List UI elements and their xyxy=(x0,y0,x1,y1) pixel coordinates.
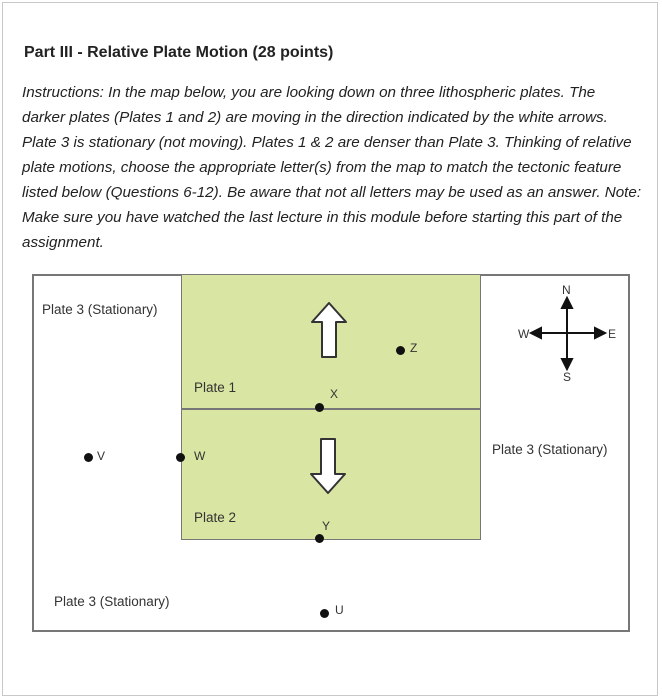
plate-2-label: Plate 2 xyxy=(194,510,237,525)
compass-north-label: N xyxy=(562,283,571,297)
point-u-label: U xyxy=(335,603,344,617)
point-w-label: W xyxy=(194,449,206,463)
north-motion-arrow-icon xyxy=(312,303,346,357)
compass-east-label: E xyxy=(608,327,617,341)
point-y-label: Y xyxy=(322,519,331,533)
point-x-marker xyxy=(315,403,324,412)
point-u-marker xyxy=(320,609,329,618)
point-w-marker xyxy=(176,453,185,462)
section-heading: Part III - Relative Plate Motion (28 points) xyxy=(24,44,334,61)
south-motion-arrow-icon xyxy=(311,439,345,493)
point-z-marker xyxy=(396,346,405,355)
plate-map xyxy=(32,274,630,632)
compass-rose-icon xyxy=(531,298,605,369)
plate-3-label-right: Plate 3 (Stationary) xyxy=(492,442,608,457)
instructions-text: Instructions: In the map below, you are looking down on three lithospheric plates. The darker plates (Plates 1 and 2) are moving in the direction indicated by the white arrows. Plate 3 is stationary (not moving). Plates 1 & 2 are denser than Plate 3. Thinking of relative plate motions, choose the appropriate letter(s) from the map to match the tectonic feature listed below (Questions 6-12). Be aware that not all letters may be used as an answer. Note: Make sure you have watched the last lecture in this module before starting this part of the assignment. xyxy=(22,84,642,251)
point-v-marker xyxy=(84,453,93,462)
point-v-label: V xyxy=(97,449,106,463)
compass-south-label: S xyxy=(563,370,572,384)
point-z-label: Z xyxy=(410,341,418,355)
plate-3-label-top-left: Plate 3 (Stationary) xyxy=(42,302,158,317)
plate-3-label-bottom-left: Plate 3 (Stationary) xyxy=(54,594,170,609)
point-x-label: X xyxy=(330,387,339,401)
plate-1-label: Plate 1 xyxy=(194,380,237,395)
compass-west-label: W xyxy=(518,327,530,341)
point-y-marker xyxy=(315,534,324,543)
